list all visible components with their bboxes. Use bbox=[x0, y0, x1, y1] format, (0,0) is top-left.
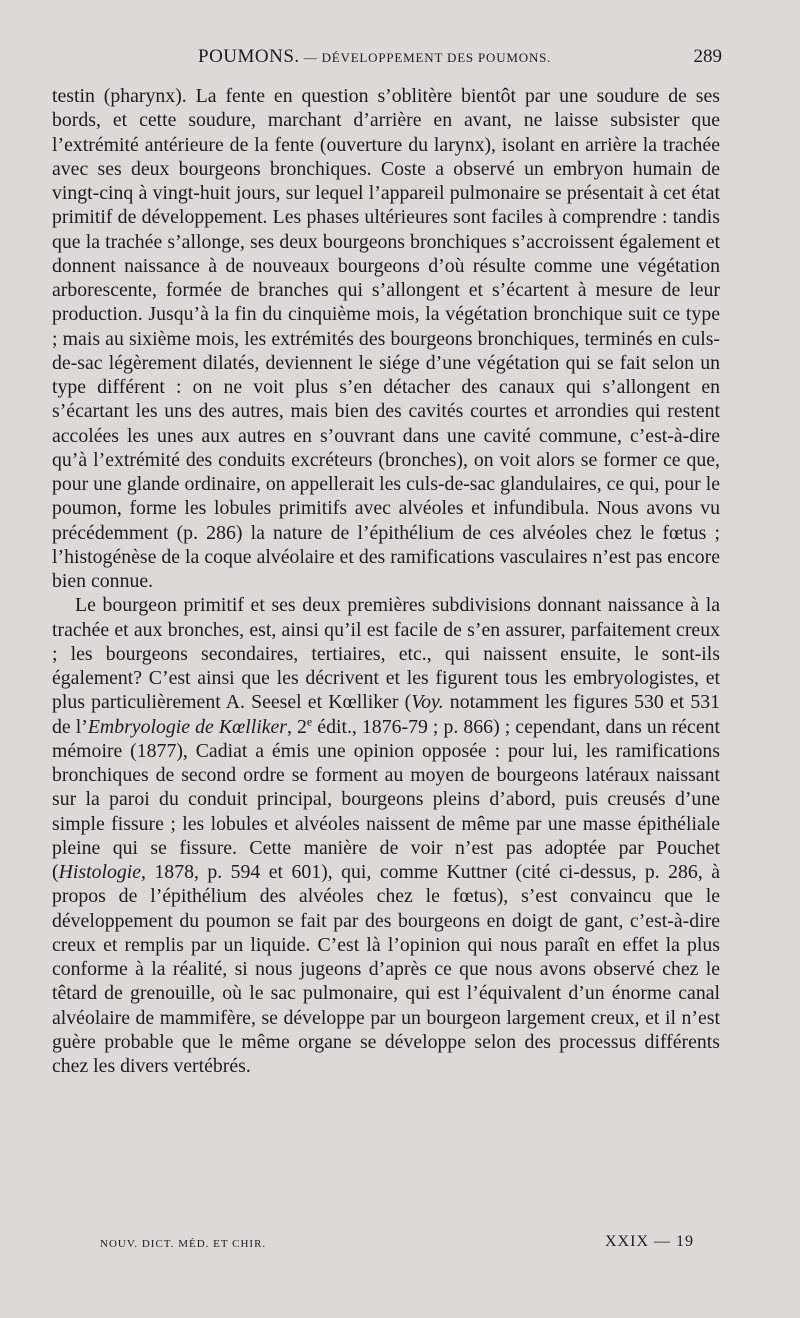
paragraph-2-text-b: notamment les figures 530 et 531 de l’ bbox=[52, 691, 720, 738]
paragraph-2 bbox=[52, 593, 720, 1078]
paragraph-1-text: testin (pharynx). La fente en question s’oblitère bientôt par une soudure de ses bords, et cette soudure, marchant d’arrière en avant, ne laisse subsister que l’extrémité antérieure de la fente (ouverture du larynx), isolant en arrière la trachée avec ses deux bourgeons bronchiques. Coste a observé un embryon humain de vingt-cinq à vingt-huit jours, sur lequel l’appareil pulmonaire se présentait à cet état primitif de développement. Les phases ultérieures sont faciles à comprendre : tandis que la trachée s’allonge, ses deux bourgeons bronchiques s’accroissent également et donnent naissance à de nouveaux bourgeons d’où résulte comme une végétation arborescente, formée de branches qui s’allongent et s’écartent à mesure de leur production. Jusqu’à la fin du cinquième mois, la végétation bronchique suit ce type ; mais au sixième mois, les extrémités des bourgeons bronchiques, terminés en culs-de-sac légèrement dilatés, deviennent le siége d’une végétation qui se fait selon un type différent : on ne voit plus s’en détacher des canaux qui s’allongent en s’écartant les uns des autres, mais bien des cavités courtes et arrondies qui restent accolées les unes aux autres en s’ouvrant dans une cavité commune, c’est-à-dire qu’à l’extrémité des conduits excréteurs (bronches), on voit alors se former ce que, pour une glande ordinaire, on appellerait les culs-de-sac glandulaires, ce qui, pour le poumon, forme les lobules primitifs avec alvéoles et infundibula. Nous avons vu précédemment (p. 286) la nature de l’épithélium de ces alvéoles chez le fœtus ; l’histogénèse de la coque alvéolaire et des ramifications vasculaires n’est pas encore bien connue. bbox=[52, 85, 720, 592]
embryologie-title: Embryologie de Kœlliker bbox=[87, 715, 287, 738]
running-title-main: POUMONS. bbox=[198, 46, 300, 67]
running-title-sub: — DÉVELOPPEMENT DES POUMONS. bbox=[299, 50, 552, 65]
histologie-title: Histologie bbox=[58, 861, 142, 883]
running-header bbox=[52, 44, 722, 80]
paragraph-1 bbox=[52, 84, 720, 593]
paragraph-2-text-c: , 2 bbox=[286, 715, 307, 738]
page-footer bbox=[100, 1233, 694, 1262]
paragraph-2-text-a: Le bourgeon primitif et ses deux premières subdivisions donnant naissance à la trachée et aux bronches, est, ainsi qu’il est facile de s’en assurer, parfaitement creux ; les bourgeons secondaires, tertiaires, etc., qui naissent ensuite, le sont-ils également? C’est ainsi que les décrivent et les figurent tous les embryologistes, et plus particulièrement A. Seesel et Kœlliker ( bbox=[52, 594, 720, 714]
signature-left: NOUV. DICT. MÉD. ET CHIR. bbox=[100, 1238, 267, 1250]
paragraph-2-text-d: édit., 1876-79 ; p. 866) ; cependant, dans un récent mémoire (1877), Cadiat a émis une opinion opposée : pour lui, les ramifications bronchiques de second ordre se forment au moyen de bourgeons latéraux naissant sur la paroi du conduit principal, bourgeons pleins d’abord, puis creusés d’une simple fissure ; les lobules et alvéoles naissent de même par une masse épithéliale pleine qui se fissure. Cette manière de voir n’est pas adoptée par Pouchet ( bbox=[52, 715, 721, 883]
signature-right: XXIX — 19 bbox=[605, 1233, 694, 1250]
paragraph-2-text-e: , 1878, p. 594 et 601), qui, comme Kuttner (cité ci-dessus, p. 286, à propos de l’épithélium des alvéoles chez le fœtus), s’est convaincu que le développement du poumon se fait par des bourgeons en doigt de gant, c’est-à-dire creux et remplis par un liquide. C’est là l’opinion qui nous paraît en effet la plus conforme à la réalité, si nous jugeons d’après ce que nous avons observé chez le têtard de grenouille, où le sac pulmonaire, qui est l’équivalent d’un énorme canal alvéolaire de mammifère, se développe par un bourgeon largement creux, et il n’est guère probable que le même organe se développe selon des processus différents chez les divers vertébrés. bbox=[52, 861, 720, 1077]
body-text bbox=[52, 84, 720, 1078]
edition-superscript: e bbox=[306, 713, 313, 728]
running-title bbox=[198, 46, 551, 68]
voy-italic: Voy. bbox=[411, 691, 444, 714]
page-number: 289 bbox=[693, 46, 722, 67]
